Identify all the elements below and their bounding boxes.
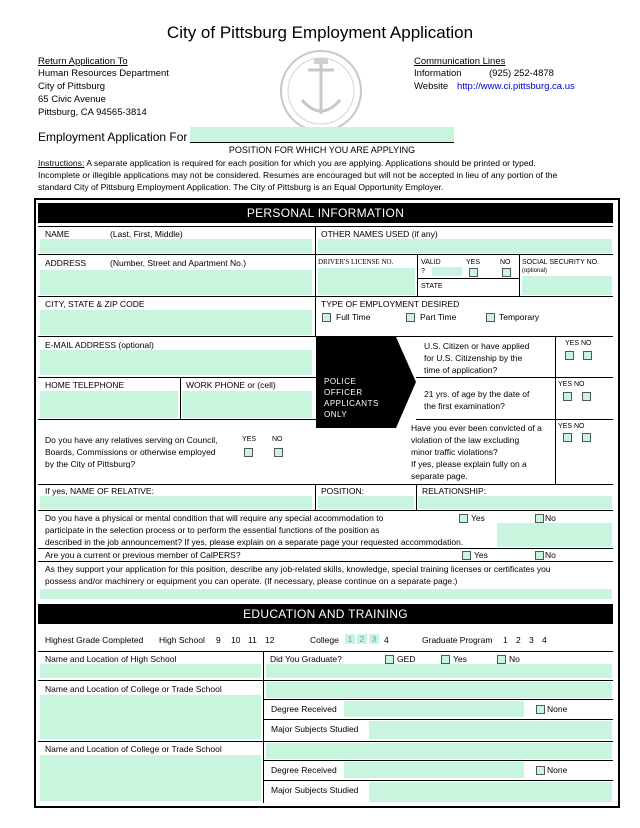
email-label: E-MAIL ADDRESS (optional) xyxy=(45,340,154,350)
instructions-line-3: standard City of Pittsburg Employment Application. The City of Pittsburg is an Equal Opportunity Employer. xyxy=(38,182,444,192)
website-link[interactable]: http://www.ci.pittsburg.ca.us xyxy=(457,81,575,92)
college-grade-4[interactable]: 4 xyxy=(384,635,389,645)
college-2-name-input[interactable] xyxy=(40,755,261,801)
dl-no-label: NO xyxy=(500,259,511,266)
hs-graduate-input[interactable] xyxy=(266,664,612,678)
citizen-line-1: U.S. Citizen or have applied xyxy=(424,341,530,351)
citizen-yes-checkbox[interactable] xyxy=(565,351,574,360)
graduated-yes-label: Yes xyxy=(453,654,467,664)
age-line-2: the first examination? xyxy=(424,401,505,411)
college-2-subjects-input[interactable] xyxy=(369,782,612,802)
position-caption: POSITION FOR WHICH YOU ARE APPLYING xyxy=(228,145,416,155)
convicted-line-1: Have you ever been convicted of a xyxy=(411,423,542,433)
temporary-checkbox[interactable] xyxy=(486,313,495,322)
part-time-checkbox[interactable] xyxy=(406,313,415,322)
calpers-label: Are you a current or previous member of CalPERS? xyxy=(45,550,241,560)
city-seal-icon xyxy=(278,48,364,134)
comm-heading: Communication Lines xyxy=(414,56,506,67)
dl-valid-no-checkbox[interactable] xyxy=(502,268,511,277)
grad-grade-1[interactable]: 1 xyxy=(503,635,508,645)
college-2-info-input[interactable] xyxy=(266,743,612,759)
address-hint: (Number, Street and Apartment No.) xyxy=(110,258,247,268)
grad-grade-4[interactable]: 4 xyxy=(542,635,547,645)
ged-label: GED xyxy=(397,654,416,664)
age-line-1: 21 yrs. of age by the date of xyxy=(424,389,530,399)
convicted-yes-checkbox[interactable] xyxy=(563,433,572,442)
police-line-1: POLICE xyxy=(324,377,357,386)
college-1-info-input[interactable] xyxy=(266,682,612,698)
calpers-no-checkbox[interactable] xyxy=(535,551,544,560)
college-label: College xyxy=(310,635,339,645)
dl-yes-label: YES xyxy=(466,259,481,266)
other-names-label: OTHER NAMES USED (if any) xyxy=(321,229,438,239)
relatives-line-1: Do you have any relatives serving on Council, xyxy=(45,435,218,445)
police-line-4: ONLY xyxy=(324,410,348,419)
graduated-yes-checkbox[interactable] xyxy=(441,655,450,664)
personal-info-header: PERSONAL INFORMATION xyxy=(38,203,613,223)
citizen-line-2: for U.S. Citizenship by the xyxy=(424,353,523,363)
accom-yes-label: Yes xyxy=(471,513,485,523)
relatives-yes-label: YES xyxy=(242,436,257,443)
name-input[interactable] xyxy=(40,239,312,253)
accom-line-3: described in the job announcement? If yes, please explain on a separate page your requested accommodation. xyxy=(45,537,464,547)
college-2-degree-label: Degree Received xyxy=(271,765,337,775)
age-yes-checkbox[interactable] xyxy=(563,392,572,401)
ssn-label: SOCIAL SECURITY NO. xyxy=(522,259,600,266)
skills-input[interactable] xyxy=(40,589,612,599)
skills-line-2: possess and/or machinery or equipment you can operate. (If necessary, please continue on a separate page.) xyxy=(45,576,458,586)
hs-grade-9[interactable]: 9 xyxy=(216,635,221,645)
relatives-no-label: NO xyxy=(272,436,283,443)
police-line-3: APPLICANTS xyxy=(324,399,379,408)
college-2-subjects-label: Major Subjects Studied xyxy=(271,785,359,795)
valid-q: ? xyxy=(421,268,425,275)
hs-grade-10[interactable]: 10 xyxy=(231,635,241,645)
hs-name-label: Name and Location of High School xyxy=(45,654,177,664)
city-label: CITY, STATE & ZIP CODE xyxy=(45,299,145,309)
accom-line-2: participate in the selection process or to perform the essential functions of the position as xyxy=(45,525,380,535)
ssn-hint: (optional) xyxy=(522,268,548,274)
convicted-line-3: minor traffic violations? xyxy=(411,447,498,457)
full-time-label: Full Time xyxy=(336,312,371,322)
college-2-degree-input[interactable] xyxy=(344,762,524,778)
graduate-program-label: Graduate Program xyxy=(422,635,493,645)
college-grade-3[interactable]: 3 xyxy=(369,634,379,644)
position-input[interactable] xyxy=(190,127,454,143)
return-line-3: 65 Civic Avenue xyxy=(38,94,106,105)
accom-no-label: No xyxy=(545,513,556,523)
work-phone-input[interactable] xyxy=(182,391,312,418)
convicted-no-checkbox[interactable] xyxy=(582,433,591,442)
skills-line-1: As they support your application for this position, describe any job-related skills, knowledge, special training licenses or certificates you xyxy=(45,564,551,574)
dl-input[interactable] xyxy=(318,268,415,295)
citizen-yes-no: YES NO xyxy=(565,340,592,347)
college-2-none-label: None xyxy=(547,765,568,775)
convicted-yes-no: YES NO xyxy=(558,423,585,430)
calpers-no-label: No xyxy=(545,550,556,560)
college-1-degree-input[interactable] xyxy=(344,701,524,717)
accom-no-checkbox[interactable] xyxy=(535,514,544,523)
convicted-line-5: separate page. xyxy=(411,471,468,481)
college-1-none-label: None xyxy=(547,704,568,714)
instructions-line-2: Incomplete or illegible applications may not be considered. Resumes are encouraged but will not be accepted in lieu of any portion of the xyxy=(38,170,558,180)
instructions-line-1: A separate application is required for each position for which you are applying. Applications should be printed or typed. xyxy=(84,158,536,168)
relatives-no-checkbox[interactable] xyxy=(274,448,283,457)
college-1-none-checkbox[interactable] xyxy=(536,705,545,714)
return-heading: Return Application To xyxy=(38,56,128,67)
relative-name-label: If yes, NAME OF RELATIVE: xyxy=(45,486,154,496)
home-phone-label: HOME TELEPHONE xyxy=(45,380,125,390)
ssn-input[interactable] xyxy=(522,276,612,295)
relative-position-label: POSITION: xyxy=(321,486,364,496)
grad-grade-3[interactable]: 3 xyxy=(529,635,534,645)
grad-grade-2[interactable]: 2 xyxy=(516,635,521,645)
name-label: NAME xyxy=(45,229,70,239)
high-school-label: High School xyxy=(159,635,205,645)
age-no-checkbox[interactable] xyxy=(582,392,591,401)
hs-name-input[interactable] xyxy=(40,664,261,678)
graduated-no-label: No xyxy=(509,654,520,664)
website-label: Website xyxy=(414,81,449,92)
college-1-degree-label: Degree Received xyxy=(271,704,337,714)
part-time-label: Part Time xyxy=(420,312,457,322)
college-2-none-checkbox[interactable] xyxy=(536,766,545,775)
dl-valid-yes-checkbox[interactable] xyxy=(469,268,478,277)
address-input[interactable] xyxy=(40,270,312,295)
college-grade-1[interactable]: 1 xyxy=(345,634,355,644)
info-phone: (925) 252-4878 xyxy=(489,68,554,79)
graduate-question: Did You Graduate? xyxy=(270,654,342,664)
relationship-input[interactable] xyxy=(418,496,612,509)
email-input[interactable] xyxy=(40,350,312,375)
instructions-label: Instructions: xyxy=(38,158,85,168)
relative-position-input[interactable] xyxy=(318,496,414,509)
relatives-yes-checkbox[interactable] xyxy=(244,448,253,457)
hs-grade-12[interactable]: 12 xyxy=(265,635,275,645)
other-names-input[interactable] xyxy=(318,239,612,253)
instructions xyxy=(38,157,618,193)
dl-label: DRIVER'S LICENSE NO. xyxy=(318,258,394,266)
work-phone-label: WORK PHONE or (cell) xyxy=(186,380,276,390)
emp-type-label: TYPE OF EMPLOYMENT DESIRED xyxy=(321,299,460,309)
college-1-name-input[interactable] xyxy=(40,695,261,739)
accom-line-1: Do you have a physical or mental condition that will require any special accommodation to xyxy=(45,513,384,523)
college-2-name-label: Name and Location of College or Trade School xyxy=(45,744,222,754)
relationship-label: RELATIONSHIP: xyxy=(422,486,487,496)
return-line-1: Human Resources Department xyxy=(38,68,169,79)
citizen-no-checkbox[interactable] xyxy=(583,351,592,360)
hs-grade-11[interactable]: 11 xyxy=(248,635,257,645)
position-label: Employment Application For xyxy=(38,130,188,144)
valid-label: VALID xyxy=(421,259,441,266)
police-line-2: OFFICER xyxy=(324,388,363,397)
valid-input[interactable] xyxy=(432,267,462,276)
college-grade-2[interactable]: 2 xyxy=(357,634,367,644)
return-line-2: City of Pittsburg xyxy=(38,81,106,92)
education-header: EDUCATION AND TRAINING xyxy=(38,604,613,624)
calpers-yes-label: Yes xyxy=(474,550,488,560)
college-1-name-label: Name and Location of College or Trade School xyxy=(45,684,222,694)
info-label: Information xyxy=(414,68,462,79)
accom-input[interactable] xyxy=(497,523,612,547)
ged-checkbox[interactable] xyxy=(385,655,394,664)
state-label: STATE xyxy=(421,283,443,290)
police-officer-banner xyxy=(316,337,416,428)
city-input[interactable] xyxy=(40,310,312,335)
relatives-line-2: Boards, Commissions or otherwise employed xyxy=(45,447,216,457)
college-1-subjects-input[interactable] xyxy=(369,721,612,739)
age-yes-no: YES NO xyxy=(558,381,585,388)
citizen-line-3: time of application? xyxy=(424,365,498,375)
accom-yes-checkbox[interactable] xyxy=(459,514,468,523)
college-1-subjects-label: Major Subjects Studied xyxy=(271,724,359,734)
relatives-line-3: by the City of Pittsburg? xyxy=(45,459,136,468)
return-line-4: Pittsburg, CA 94565-3814 xyxy=(38,107,147,118)
highest-grade-label: Highest Grade Completed xyxy=(45,635,144,645)
graduated-no-checkbox[interactable] xyxy=(497,655,506,664)
calpers-yes-checkbox[interactable] xyxy=(462,551,471,560)
name-hint: (Last, First, Middle) xyxy=(110,229,183,239)
convicted-line-2: violation of the law excluding xyxy=(411,435,520,445)
temporary-label: Temporary xyxy=(499,312,540,322)
convicted-line-4: If yes, please explain fully on a xyxy=(411,459,527,469)
full-time-checkbox[interactable] xyxy=(322,313,331,322)
page-title: City of Pittsburg Employment Application xyxy=(166,23,474,42)
home-phone-input[interactable] xyxy=(40,391,178,418)
address-label: ADDRESS xyxy=(45,258,87,268)
relative-name-input[interactable] xyxy=(40,496,312,509)
